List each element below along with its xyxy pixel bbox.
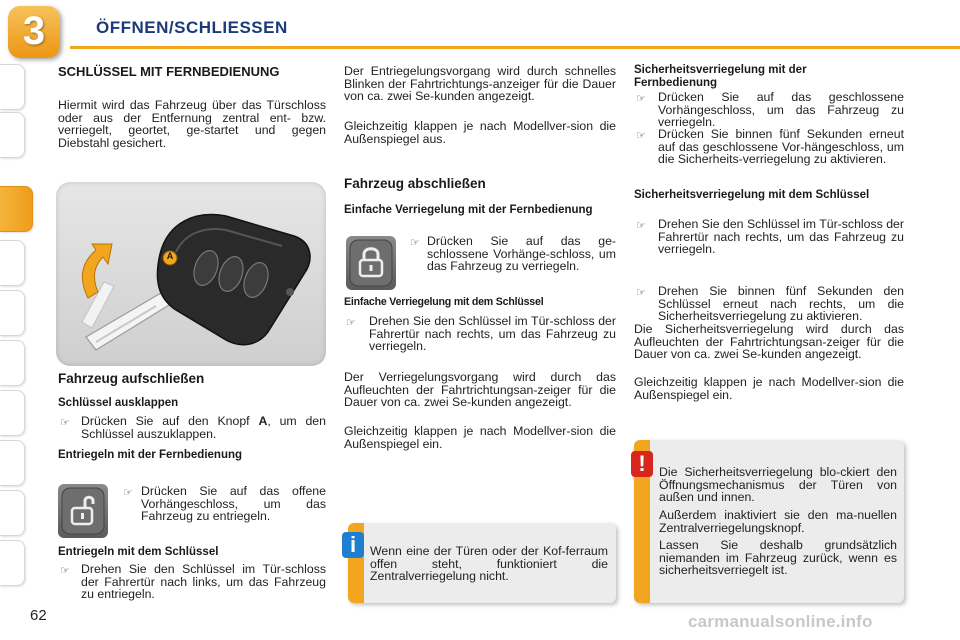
chapter-number: 3: [22, 9, 46, 53]
simple-key-text: Drehen Sie den Schlüssel im Tür-schloss der Fahrertür nach rechts, um das Fahrzeug zu verriegeln.: [369, 314, 616, 354]
key-fold-title: Schlüssel ausklappen: [58, 397, 179, 409]
chapter-tab-3-active[interactable]: [0, 186, 33, 232]
remote-unlock-text: Drücken Sie auf das offene Vorhängeschloss, um das Fahrzeug zu entriegeln.: [141, 484, 326, 524]
deadlock-key-step-2: Drehen Sie binnen fünf Sekunden den Schlüssel erneut nach rechts, um die Sicherheitsverriegelung zu aktivieren.: [658, 284, 904, 324]
footer-watermark: carmanualsonline.info: [688, 612, 873, 631]
remote-unlock-title: Entriegeln mit der Fernbedienung: [58, 449, 243, 461]
deadlock-key-title: Sicherheitsverriegelung mit dem Schlüssel: [634, 189, 870, 201]
chapter-tab-8[interactable]: [0, 440, 25, 486]
bullet-icon: ☞: [636, 93, 646, 105]
warning-text-1: Die Sicherheitsverriegelung blo-ckiert den Öffnungsmechanismus der Türen von außen und innen.: [659, 465, 897, 505]
page-number: 62: [30, 607, 47, 624]
chapter-tab-7[interactable]: [0, 390, 25, 436]
mirrors-in-paragraph: Gleichzeitig klappen je nach Modellver-sion die Außenspiegel ein.: [344, 424, 616, 451]
chapter-tab-4[interactable]: [0, 240, 25, 286]
header-rule: [70, 46, 960, 49]
warning-text-3: Lassen Sie deshalb grundsätzlich niemanden im Fahrzeug zurück, wenn es sicherheitsverriegelt ist.: [659, 538, 897, 578]
deadlock-remote-step-1: Drücken Sie auf das geschlossene Vorhängeschloss, um das Fahrzeug zu verriegeln.: [658, 90, 904, 130]
closed-padlock-button-icon: [346, 236, 396, 290]
intro-paragraph: Hiermit wird das Fahrzeug über das Türschloss oder aus der Entfernung zentral ent- bzw. verriegelt, geortet, ge-startet und gegen Diebstahl gesichert.: [58, 98, 326, 150]
closed-padlock-icon: [346, 236, 396, 290]
warning-text-2: Außerdem inaktiviert sie den ma-nuellen Zentralverriegelungsknopf.: [659, 508, 897, 535]
chapter-badge: [8, 6, 60, 58]
bullet-icon: ☞: [636, 287, 646, 299]
deadlock-mirrors-paragraph: Gleichzeitig klappen je nach Modellver-sion die Außenspiegel ein.: [634, 375, 904, 402]
key-unlock-text: Drehen Sie den Schlüssel im Tür-schloss der Fahrertür nach links, um das Fahrzeug zu entriegeln.: [81, 562, 326, 602]
key-illustration: [56, 182, 326, 366]
bullet-icon: ☞: [636, 130, 646, 142]
chapter-tab-6[interactable]: [0, 340, 25, 386]
key-unlock-title: Entriegeln mit dem Schlüssel: [58, 546, 219, 558]
open-padlock-button-icon: [58, 484, 108, 538]
remote-key-image: [56, 182, 326, 366]
lock-signal-paragraph: Der Verriegelungsvorgang wird durch das Aufleuchten der Fahrtrichtungsan-zeiger für die Dauer von ca. zwei Se-kunden angezeigt.: [344, 370, 616, 410]
bullet-icon: ☞: [123, 487, 133, 499]
unlock-signal-paragraph: Der Entriegelungsvorgang wird durch schnelles Blinken der Fahrtrichtungs-anzeiger für die Dauer von ca. zwei Se-kunden angezeigt.: [344, 64, 616, 104]
bullet-icon: ☞: [60, 417, 70, 429]
page-header: [0, 0, 960, 62]
button-a-label: A: [166, 251, 174, 261]
open-padlock-icon: [58, 484, 108, 538]
key-fold-text: Drücken Sie auf den Knopf A, um den Schlüssel auszuklappen.: [81, 414, 326, 441]
deadlock-key-step-1: Drehen Sie den Schlüssel im Tür-schloss der Fahrertür nach rechts, um das Fahrzeug zu verriegeln.: [658, 217, 904, 257]
chapter-tab-5[interactable]: [0, 290, 25, 336]
bullet-icon: ☞: [410, 237, 420, 249]
deadlock-signal-paragraph: Die Sicherheitsverriegelung wird durch das Aufleuchten der Fahrtrichtungsan-zeiger für die Dauer von ca. zwei Se-kunden angezeigt.: [634, 322, 904, 362]
simple-remote-title: Einfache Verriegelung mit der Fernbedienung: [344, 204, 593, 216]
info-icon: i: [342, 532, 364, 558]
simple-key-title: Einfache Verriegelung mit dem Schlüssel: [344, 296, 544, 308]
deadlock-remote-title: Sicherheitsverriegelung mit der Fernbedienung: [634, 64, 807, 89]
chapter-tab-10[interactable]: [0, 540, 25, 586]
bullet-icon: ☞: [60, 565, 70, 577]
bullet-icon: ☞: [346, 317, 356, 329]
chapter-tab-1[interactable]: [0, 64, 25, 110]
mirrors-out-paragraph: Gleichzeitig klappen je nach Modellver-sion die Außenspiegel aus.: [344, 119, 616, 146]
chapter-tab-2[interactable]: [0, 112, 25, 158]
lock-title: Fahrzeug abschließen: [344, 176, 486, 191]
warning-icon: !: [631, 451, 653, 477]
deadlock-remote-step-2: Drücken Sie binnen fünf Sekunden erneut auf das geschlossene Vor-hängeschloss, um die Sicherheits-verriegelung zu aktivieren.: [658, 127, 904, 167]
bullet-icon: ☞: [636, 220, 646, 232]
simple-remote-text: Drücken Sie auf das ge-schlossene Vorhänge-schloss, um das Fahrzeug zu verriegeln.: [427, 234, 616, 274]
unlock-title: Fahrzeug aufschließen: [58, 371, 205, 386]
chapter-tab-9[interactable]: [0, 490, 25, 536]
section-heading: SCHLÜSSEL MIT FERNBEDIENUNG: [58, 64, 280, 79]
chapter-title: ÖFFNEN/SCHLIESSEN: [96, 18, 288, 37]
info-text: Wenn eine der Türen oder der Kof-ferraum offen steht, funktioniert die Zentralverriegelung nicht.: [370, 544, 608, 584]
